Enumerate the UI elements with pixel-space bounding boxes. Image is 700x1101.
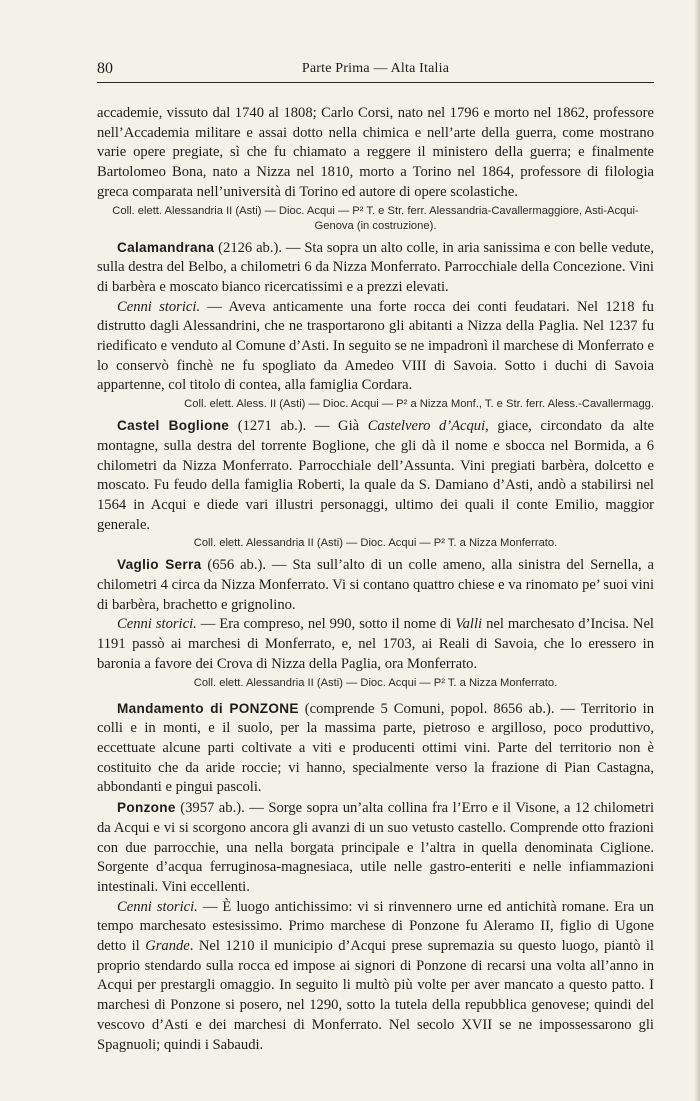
ponzone-body: (3957 ab.). — Sorge sopra un’alta collina fra l’Erro e il Visone, a 12 chilometri da Acqui e vi si scorgono ancora gli avanzi di un suo vetusto castello. Comprende otto frazioni con due parrocchie, una nella borgata principale e l’altra in quella denominata Ciglione. Sorgente d’acqua ferruginosa-magnesiaca, utile nelle gastro-enteriti e nelle infiammazioni intestinali. Vini eccellenti. — [97, 800, 654, 895]
intro-note: Coll. elett. Alessandria II (Asti) — Dioc. Acqui — P² T. e Str. ferr. Alessandria-Cavallermaggiore, Asti-Acqui-Genova (in costruzione). — [112, 204, 639, 232]
vaglio-serra-history — [97, 615, 654, 674]
vaglio-serra-paragraph — [97, 555, 654, 615]
ponzone-cenni-b: . Nel 1210 il municipio d’Acqui prese supremazia su questo luogo, piantò il proprio stendardo sulla rocca ed impose ai signori di Ponzone di recarsi una volta all’anno in Acqui per prestargli omaggio. In seguito li multò più volte per aver mancato a questo patto. I marchesi di Ponzone si posero, nel 1290, sotto la tutela della repubblica genovese; quindi del vescovo d’Asti e dei marchesi di Monferrato. Nel secolo XVII se ne impossessarono gli Spagnuoli; quindi i Sabaudi. — [97, 938, 654, 1053]
mandamento-paragraph — [97, 699, 654, 799]
vaglio-serra-cenni-italic: Valli — [455, 616, 483, 633]
vaglio-serra-cenni-b: nel marchesato d’Incisa. Nel 1191 passò ai marchesi di Monferrato, e, nel 1703, ai Reali di Savoia, che lo eressero in baronia a favore dei Crova di Nizza della Paglia, ora Monferrato. — [97, 616, 654, 672]
calamandrana-name: Calamandrana — [117, 239, 215, 255]
page-number: 80 — [97, 60, 113, 77]
calamandrana-body: (2126 ab.). — Sta sopra un alto colle, in aria sanissima e con belle vedute, sulla destra del Belbo, a chilometri 6 da Nizza Monferrato. Parrocchiale della Concezione. Vini di barbèra e moscato bianco ricercatissimi e a prezzi elevati. — [97, 239, 654, 295]
castel-boglione-italic: Castelvero d’Acqui — [367, 418, 486, 435]
castel-boglione-paragraph — [97, 416, 654, 535]
mandamento-body: (comprende 5 Comuni, popol. 8656 ab.). — Territorio in colli e in monti, e il suolo, per la massima parte, pietroso e argilloso, poco produttivo, eccettuate alcune parti coltivate a viti e producenti ottimi vini. Parte del territorio non è costituito che da aride roccie; vi hanno, specialmente verso la frazione di Pian Castagna, abbondanti e pingui pascoli. — [97, 700, 654, 796]
ponzone-name: Ponzone — [117, 800, 176, 816]
ponzone-cenni-a: — È luogo antichissimo: vi si rinvennero urne ed antichità romane. Era un tempo marchesato estesissimo. Primo marchese di Ponzone fu Aleramo II, figlio di Ugone detto il — [97, 898, 654, 955]
castel-boglione-note: Coll. elett. Alessandria II (Asti) — Dioc. Acqui — P² T. a Nizza Monferrato. — [193, 537, 558, 550]
castel-boglione-body-a: (1271 ab.). — Già — [229, 418, 368, 435]
running-header — [97, 60, 654, 83]
castel-boglione-body-b: , giace, circondato da alte montagne, sulla destra del torrente Boglione, che gli dà il nome e sbocca nel Bormida, a 6 chilometri da Nizza Monferrato. Parrocchiale dell’Assunta. Vini pregiati barbèra, dolcetto e moscato. Fu feudo della famiglia Roberti, la quale da S. Damiano d’Asti, andò a stabilirsi nel 1564 in Acqui e diede vari illustri personaggi, ultimo dei quali il conte Emilio, maggior generale. — [97, 418, 654, 533]
calamandrana-cenni-text: — Aveva anticamente una forte rocca dei conti feudatari. Nel 1218 fu distrutto dagli Alessandrini, che ne trasportarono gli abitanti a Nizza della Paglia. Nel 1237 fu riedificato e venduto al Comune d’Asti. In seguito se ne impadronì il marchese di Monferrato e lo conservò finchè ne fu spogliato da Amedeo VIII di Savoia. Sotto i duchi di Savoia appartenne, col titolo di contea, alla famiglia Cordara. — [97, 298, 654, 394]
calamandrana-note: Coll. elett. Aless. II (Asti) — Dioc. Acqui — P² a Nizza Monf., T. e Str. ferr. Aless.-Cavallermagg. — [184, 398, 654, 411]
intro-paragraph: accademie, vissuto dal 1740 al 1808; Carlo Corsi, nato nel 1796 e morto nel 1862, professore nell’Accademia militare e assai dotto nella chimica e nell’arte della guerra, come mostrano varie opere pregiate, sì che fu chiamato a reggere il ministero della guerra; e finalmente Bartolomeo Bona, nato a Nizza nel 1810, morto a Torino nel 1864, professore di filologia greca comparata nell’università di Torino ed autore di opere scolastiche. — [97, 105, 654, 200]
ponzone-paragraph — [97, 798, 654, 898]
calamandrana-paragraph — [97, 238, 654, 298]
ponzone-cenni-italic: Grande — [145, 938, 190, 955]
ponzone-cenni-label: Cenni storici. — [117, 898, 198, 915]
ponzone-history — [97, 898, 654, 1056]
vaglio-serra-name: Vaglio Serra — [117, 557, 202, 573]
page-edge-shadow — [694, 0, 700, 1101]
mandamento-name: Mandamento di PONZONE — [117, 700, 299, 716]
calamandrana-cenni-label: Cenni storici. — [117, 298, 201, 315]
castel-boglione-name: Castel Boglione — [117, 418, 230, 434]
vaglio-serra-body: (656 ab.). — Sta sull’alto di un colle ameno, alla sinistra del Sernella, a chilometri 4 circa da Nizza Monferrato. Vi si contano quattro chiese e va rinomato pe’ suoi vini di barbèra, brachetto e grignolino. — [97, 557, 654, 613]
calamandrana-history — [97, 298, 654, 397]
running-title: Parte Prima — Alta Italia — [301, 61, 450, 76]
vaglio-serra-cenni-label: Cenni storici. — [117, 616, 197, 633]
page-body — [97, 104, 654, 1055]
vaglio-serra-cenni-a: — Era compreso, nel 990, sotto il nome di — [196, 616, 456, 633]
vaglio-serra-note: Coll. elett. Alessandria II (Asti) — Dioc. Acqui — P² T. a Nizza Monferrato. — [193, 676, 558, 689]
